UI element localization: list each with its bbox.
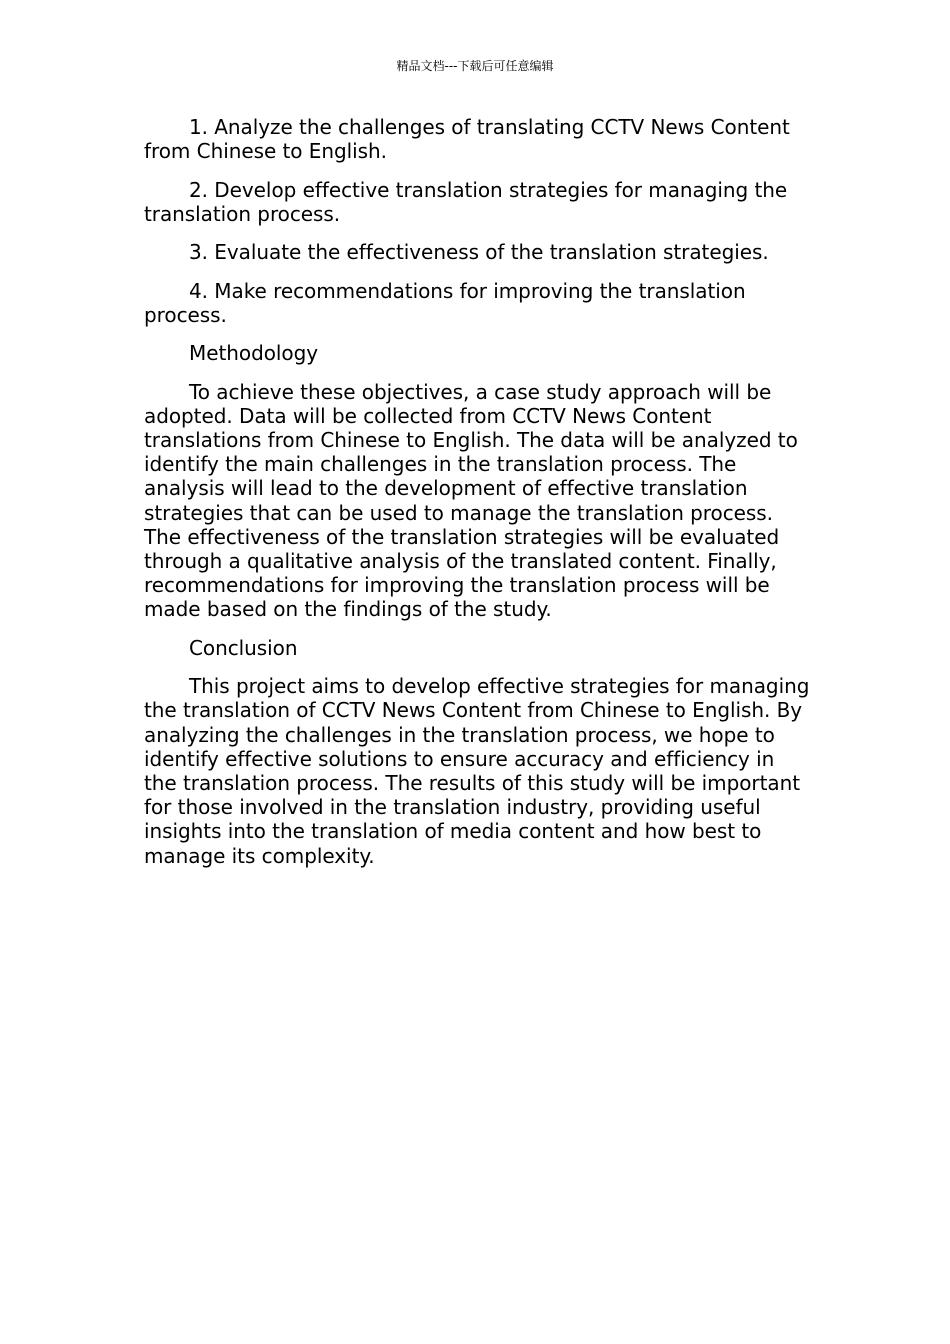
objective-3: 3. Evaluate the effectiveness of the translation strategies. <box>189 240 769 265</box>
methodology-heading: Methodology <box>189 341 319 366</box>
document-body <box>144 115 812 882</box>
objective-4: 4. Make recommendations for improving the translation process. <box>144 278 746 327</box>
methodology-paragraph: To achieve these objectives, a case study approach will be adopted. Data will be collected from CCTV News Content translations from Chinese to English. The data will be analyzed to identify the main challenges in the translation process. The analysis will lead to the development of effective translation strategies that can be used to manage the translation process. The effectiveness of the translation strategies will be evaluated through a qualitative analysis of the translated content. Finally, recommendations for improving the translation process will be made based on the findings of the study. <box>144 379 798 622</box>
page-header: 精品文档---下载后可任意编辑 <box>396 59 554 73</box>
objective-1: 1. Analyze the challenges of translating CCTV News Content from Chinese to English. <box>144 115 790 164</box>
objective-2: 2. Develop effective translation strategies for managing the translation process. <box>144 177 788 226</box>
conclusion-heading: Conclusion <box>189 635 298 660</box>
conclusion-paragraph: This project aims to develop effective strategies for managing the translation of CCTV News Content from Chinese to English. By analyzing the challenges in the translation process, we hope to identify effective solutions to ensure accuracy and efficiency in the translation process. The results of this study will be important for those involved in the translation industry, providing useful insights into the translation of media content and how best to manage its complexity. <box>144 674 810 868</box>
